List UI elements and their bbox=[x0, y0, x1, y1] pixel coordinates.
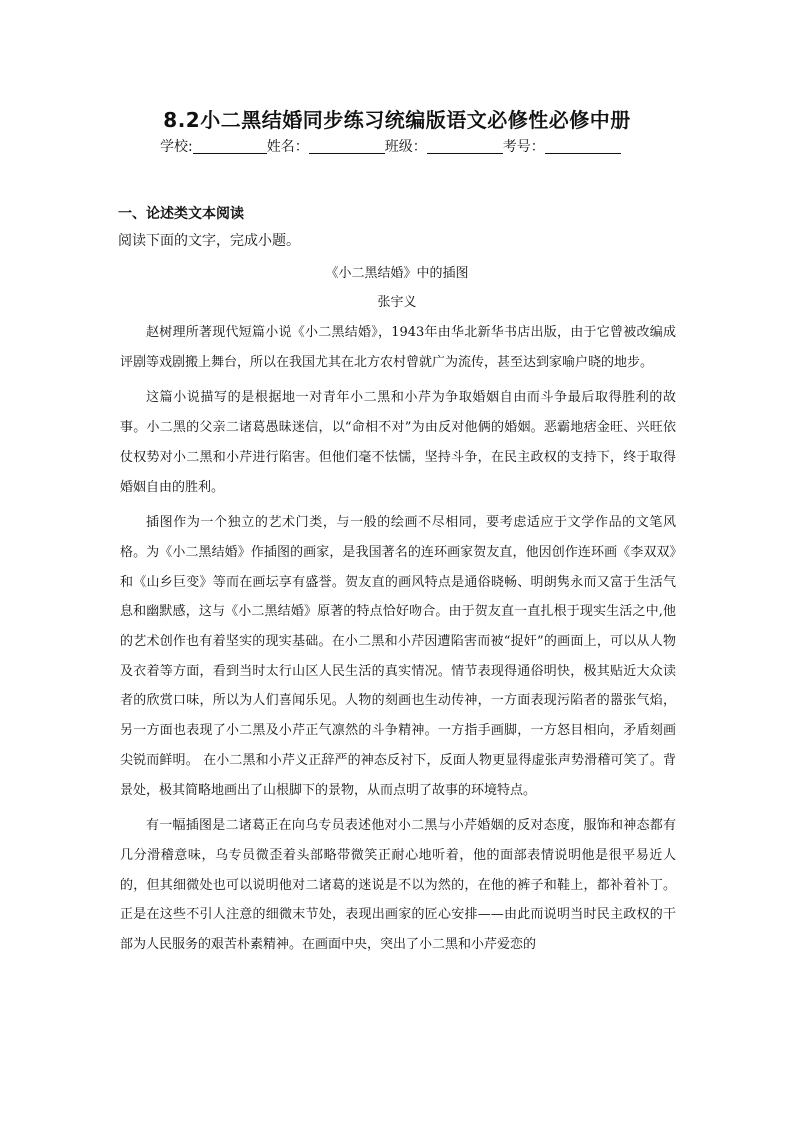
student-info-line bbox=[160, 136, 621, 156]
article-author: 张宇义 bbox=[377, 295, 417, 310]
school-blank[interactable] bbox=[193, 139, 267, 154]
document-title: 8.2小二黑结婚同步练习统编版语文必修性必修中册 bbox=[163, 108, 631, 132]
section-instruction: 阅读下面的文字，完成小题。 bbox=[118, 233, 300, 249]
article-paragraph: 插图作为一个独立的艺术门类，与一般的绘画不尽相同，要考虑适应于文学作品的文笔风格。为《小二黑结婚》作插图的画家，是我国著名的连环画家贺友直，他因创作连环画《李双双》和《山乡巨变》等而在画坛享有盛誉。贺友直的画风特点是通俗晓畅、明朗隽永而又富于生活气息和幽默感，这与《小二黑结婚》原著的特点恰好吻合。由于贺友直一直扎根于现实生活之中,他的艺术创作也有着坚实的现实基础。在小二黑和小芹因遭陷害而被“捉奸”的画面上，可以从人物及衣着等方面，看到当时太行山区人民生活的真实情况。情节表现得通俗明快，极其贴近大众读者的欣赏口味，所以为人们喜闻乐见。人物的刻画也生动传神，一方面表现污陷者的嚣张气焰，另一方面也表现了小二黑及小芹正气凛然的斗争精神。一方指手画脚，一方怒目相向，矛盾刻画尖锐而鲜明。 在小二黑和小芹义正辞严的神态反衬下，反面人物更显得虚张声势滑稽可笑了。背景处，极其简略地画出了山根脚下的景物，从而点明了故事的环境特点。 bbox=[120, 515, 676, 798]
exam-number-blank[interactable] bbox=[545, 139, 621, 154]
article-title: 《小二黑结婚》中的插图 bbox=[325, 266, 469, 281]
name-label: 姓名： bbox=[266, 139, 309, 155]
article-paragraph: 这篇小说描写的是根据地一对青年小二黑和小芹为争取婚姻自由而斗争最后取得胜利的故事。小二黑的父亲二诸葛愚昧迷信，以“命相不对”为由反对他俩的婚姻。恶霸地痞金旺、兴旺依仗权势对小二黑和小芹进行陷害。但他们毫不怯懦，坚持斗争，在民主政权的支持下，终于取得婚姻自由的胜利。 bbox=[120, 390, 676, 495]
school-label: 学校: bbox=[160, 139, 193, 155]
class-label: 班级： bbox=[384, 139, 427, 155]
name-blank[interactable] bbox=[309, 139, 385, 154]
article-paragraph: 有一幅插图是二诸葛正在向乌专员表述他对小二黑与小芹婚姻的反对态度，服饰和神态都有几分滑稽意味，乌专员微歪着头部略带微笑正耐心地听着，他的面部表情说明他是很平易近人的，但其细微处也可以说明他对二诸葛的迷说是不以为然的，在他的裤子和鞋上，都补着补丁。正是在这些不引人注意的细微末节处，表现出画家的匠心安排——由此而说明当时民主政权的干部为人民服务的艰苦朴素精神。在画面中央，突出了小二黑和小芹爱恋的 bbox=[120, 818, 676, 953]
class-blank[interactable] bbox=[427, 139, 503, 154]
section-heading: 一、论述类文本阅读 bbox=[118, 206, 244, 222]
exam-number-label: 考号： bbox=[502, 139, 545, 155]
article-paragraph: 赵树理所著现代短篇小说《小二黑结婚》，1943年由华北新华书店出版，由于它曾被改编成评剧等戏剧搬上舞台，所以在我国尤其在北方农村曾就广为流传，甚至达到家喻户晓的地步。 bbox=[120, 325, 676, 370]
article-body bbox=[120, 318, 676, 966]
